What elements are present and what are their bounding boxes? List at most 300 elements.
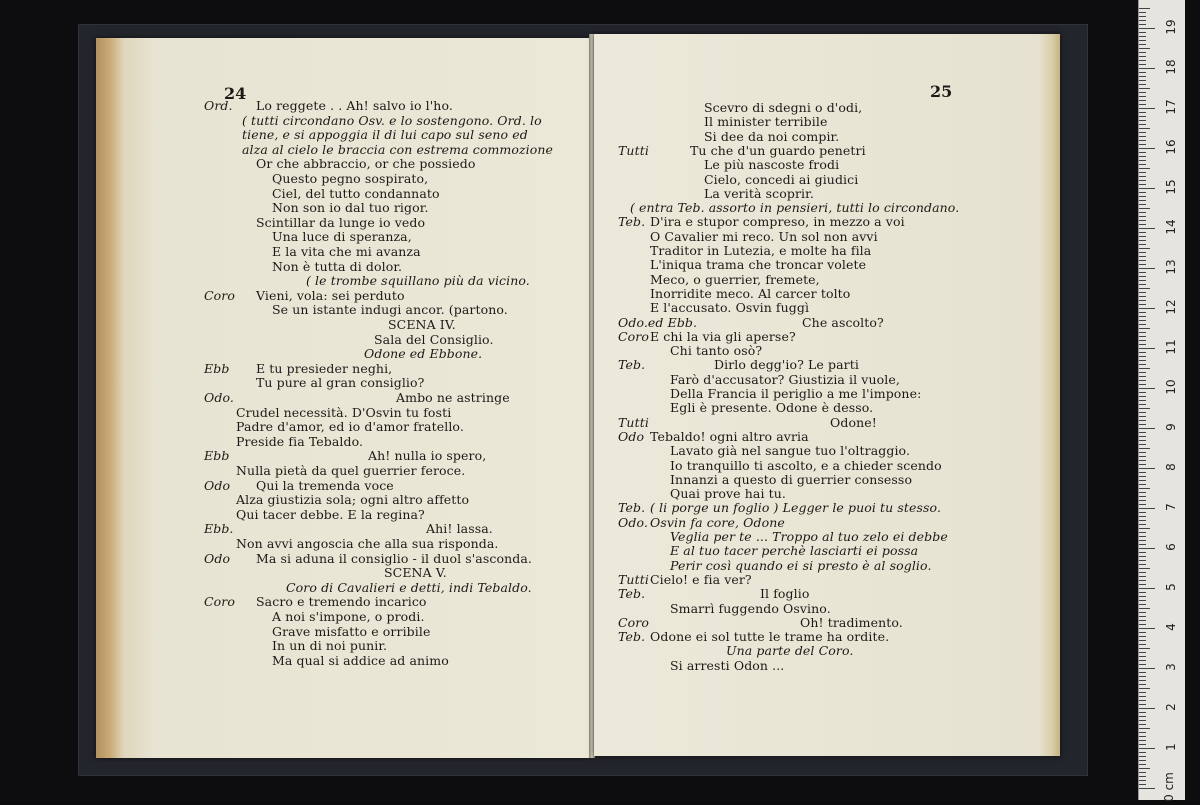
text-line xyxy=(618,543,918,558)
ruler-tick xyxy=(1139,748,1155,749)
ruler-tick xyxy=(1139,660,1146,661)
ruler-tick xyxy=(1139,632,1146,633)
ruler-tick xyxy=(1139,508,1155,509)
ruler-tick xyxy=(1139,612,1146,613)
ruler-tick xyxy=(1139,532,1146,533)
speaker-label: Coro xyxy=(204,594,235,610)
verse-text: ( li porge un foglio ) Legger le puoi tu stesso. xyxy=(650,500,942,516)
ruler-tick xyxy=(1139,272,1146,273)
text-line xyxy=(204,361,392,376)
ruler-label: 8 xyxy=(1164,463,1178,471)
ruler-tick xyxy=(1139,588,1155,589)
ruler-tick xyxy=(1139,112,1146,113)
ruler-tick xyxy=(1139,524,1146,525)
ruler-tick xyxy=(1139,324,1146,325)
ruler-tick xyxy=(1139,604,1146,605)
ruler-tick xyxy=(1139,60,1146,61)
ruler-tick xyxy=(1139,716,1146,717)
verse-text: Oh! tradimento. xyxy=(800,614,903,630)
text-line xyxy=(204,492,469,507)
text-line xyxy=(204,200,429,215)
ruler-tick xyxy=(1139,456,1146,457)
verse-text: Ma qual si addice ad animo xyxy=(272,652,449,668)
measuring-ruler xyxy=(1138,0,1185,800)
ruler-tick xyxy=(1139,184,1146,185)
text-line xyxy=(618,472,912,487)
text-line xyxy=(204,463,465,478)
verse-text: La verità scoprir. xyxy=(704,185,814,201)
ruler-tick xyxy=(1139,44,1146,45)
text-line xyxy=(204,171,428,186)
ruler-tick xyxy=(1139,616,1146,617)
ruler-label: 0 cm xyxy=(1162,772,1176,802)
ruler-tick xyxy=(1139,528,1150,529)
ruler-tick xyxy=(1139,576,1146,577)
ruler-tick xyxy=(1139,428,1155,429)
verse-text: Ma si aduna il consiglio - il duol s'asconda. xyxy=(256,550,532,566)
speaker-label: Tutti xyxy=(618,571,649,587)
ruler-tick xyxy=(1139,776,1146,777)
ruler-tick xyxy=(1139,432,1146,433)
ruler-tick xyxy=(1139,348,1155,349)
verse-text: Osvin fa core, Odone xyxy=(650,514,785,530)
ruler-tick xyxy=(1139,260,1146,261)
ruler-tick xyxy=(1139,464,1146,465)
text-line xyxy=(618,257,866,272)
text-line xyxy=(204,127,528,142)
ruler-tick xyxy=(1139,224,1146,225)
verse-text: Innanzi a questo di guerrier consesso xyxy=(670,471,913,487)
verse-text: Odone ed Ebbone. xyxy=(364,346,483,362)
text-line xyxy=(204,332,494,347)
verse-text: Meco, o guerrier, fremete, xyxy=(650,271,820,287)
verse-text: Dirlo degg'io? Le parti xyxy=(714,357,859,373)
verse-text: E chi la via gli aperse? xyxy=(650,328,796,344)
verse-text: Odone! xyxy=(830,414,877,430)
ruler-tick xyxy=(1139,628,1155,629)
ruler-tick xyxy=(1139,692,1146,693)
text-line xyxy=(204,156,475,171)
ruler-tick xyxy=(1139,52,1146,53)
verse-text: O Cavalier mi reco. Un sol non avvi xyxy=(650,228,878,244)
text-line xyxy=(204,653,449,668)
ruler-tick xyxy=(1139,332,1146,333)
text-line xyxy=(204,113,542,128)
verse-text: Chi tanto osò? xyxy=(670,343,763,359)
ruler-tick xyxy=(1139,20,1146,21)
ruler-tick xyxy=(1139,200,1146,201)
ruler-tick xyxy=(1139,404,1146,405)
text-line xyxy=(204,609,425,624)
ruler-tick xyxy=(1139,276,1146,277)
ruler-tick xyxy=(1139,208,1150,209)
ruler-tick xyxy=(1139,636,1146,637)
ruler-tick xyxy=(1139,408,1150,409)
ruler-tick xyxy=(1139,640,1146,641)
text-line xyxy=(204,551,532,566)
verse-text: tiene, e si appoggia il di lui capo sul seno ed xyxy=(242,127,528,143)
ruler-tick xyxy=(1139,244,1146,245)
ruler-tick xyxy=(1139,500,1146,501)
text-line xyxy=(618,343,762,358)
text-line xyxy=(204,624,430,639)
ruler-tick xyxy=(1139,356,1146,357)
verse-text: Odone ei sol tutte le trame ha ordite. xyxy=(650,629,890,645)
ruler-tick xyxy=(1139,448,1150,449)
ruler-tick xyxy=(1139,736,1146,737)
verse-text: Grave misfatto e orribile xyxy=(272,623,431,639)
verse-text: Alza giustizia sola; ogni altro affetto xyxy=(236,492,470,508)
speaker-label: Teb. xyxy=(618,357,646,373)
ruler-tick xyxy=(1139,760,1146,761)
text-line xyxy=(618,558,932,573)
ruler-tick xyxy=(1139,740,1146,741)
verse-text: Farò d'accusator? Giustizia il vuole, xyxy=(670,371,900,387)
text-line xyxy=(618,357,859,372)
text-line xyxy=(204,317,456,332)
text-line xyxy=(618,386,921,401)
ruler-tick xyxy=(1139,780,1146,781)
verse-text: Il minister terribile xyxy=(704,114,828,130)
verse-text: Quai prove hai tu. xyxy=(670,486,786,502)
verse-text: Ambo ne astringe xyxy=(396,390,510,405)
speaker-label: Teb. xyxy=(618,586,646,602)
ruler-tick xyxy=(1139,320,1146,321)
text-line xyxy=(618,500,941,515)
ruler-tick xyxy=(1139,620,1146,621)
left-page xyxy=(96,38,590,758)
ruler-label: 5 xyxy=(1164,583,1178,591)
ruler-tick xyxy=(1139,608,1150,609)
text-line xyxy=(618,515,785,530)
ruler-tick xyxy=(1139,540,1146,541)
text-line xyxy=(204,215,425,230)
ruler-tick xyxy=(1139,36,1146,37)
text-line xyxy=(618,572,752,587)
speaker-label: Tutti xyxy=(618,142,649,158)
ruler-tick xyxy=(1139,704,1146,705)
verse-text: E al tuo tacer perchè lasciarti ei possa xyxy=(670,543,919,559)
ruler-tick xyxy=(1139,12,1146,13)
ruler-tick xyxy=(1139,424,1146,425)
text-line xyxy=(618,372,900,387)
ruler-label: 10 xyxy=(1164,379,1178,395)
ruler-tick xyxy=(1139,176,1146,177)
text-line xyxy=(204,478,394,493)
speaker-label: Ebb xyxy=(204,360,230,376)
ruler-tick xyxy=(1139,400,1146,401)
ruler-tick xyxy=(1139,652,1146,653)
ruler-tick xyxy=(1139,420,1146,421)
text-line xyxy=(618,458,942,473)
ruler-tick xyxy=(1139,512,1146,513)
verse-text: E tu presieder neghi, xyxy=(256,360,393,376)
ruler-tick xyxy=(1139,696,1146,697)
ruler-tick xyxy=(1139,196,1146,197)
ruler-tick xyxy=(1139,216,1146,217)
ruler-tick xyxy=(1139,544,1146,545)
ruler-tick xyxy=(1139,648,1150,649)
speaker-label: Ord. xyxy=(204,98,233,113)
text-line xyxy=(204,375,424,390)
ruler-tick xyxy=(1139,680,1146,681)
ruler-tick xyxy=(1139,172,1146,173)
text-line xyxy=(204,259,402,274)
ruler-tick xyxy=(1139,572,1146,573)
ruler-tick xyxy=(1139,656,1146,657)
ruler-label: 16 xyxy=(1164,139,1178,155)
text-line xyxy=(204,288,405,303)
ruler-tick xyxy=(1139,168,1150,169)
verse-text: D'ira e stupor compreso, in mezzo a voi xyxy=(650,214,905,230)
speaker-label: Teb. xyxy=(618,629,646,645)
verse-text: Scevro di sdegni o d'odi, xyxy=(704,100,863,115)
ruler-tick xyxy=(1139,496,1146,497)
verse-text: ( le trombe squillano più da vicino. xyxy=(306,273,530,289)
verse-text: E l'accusato. Osvin fuggì xyxy=(650,300,810,316)
verse-text: Non son io dal tuo rigor. xyxy=(272,200,429,216)
ruler-tick xyxy=(1139,440,1146,441)
ruler-tick xyxy=(1139,248,1150,249)
ruler-tick xyxy=(1139,728,1150,729)
ruler-tick xyxy=(1139,472,1146,473)
ruler-tick xyxy=(1139,100,1146,101)
ruler-tick xyxy=(1139,136,1146,137)
verse-text: Tebaldo! ogni altro avria xyxy=(650,428,809,444)
text-line xyxy=(204,229,412,244)
ruler-tick xyxy=(1139,560,1146,561)
ruler-tick xyxy=(1139,140,1146,141)
text-line xyxy=(618,157,839,172)
verse-text: In un di noi punir. xyxy=(272,638,388,654)
text-line xyxy=(204,390,510,405)
ruler-tick xyxy=(1139,120,1146,121)
speaker-label: Ebb. xyxy=(204,521,234,537)
ruler-tick xyxy=(1139,672,1146,673)
verse-text: Crudel necessità. D'Osvin tu fosti xyxy=(236,404,452,420)
verse-text: Traditor in Lutezia, e molte ha fila xyxy=(650,243,872,258)
ruler-tick xyxy=(1139,744,1146,745)
ruler-tick xyxy=(1139,436,1146,437)
ruler-label: 11 xyxy=(1164,339,1178,355)
ruler-tick xyxy=(1139,772,1146,773)
verse-text: Che ascolto? xyxy=(802,314,884,330)
ruler-tick xyxy=(1139,488,1150,489)
verse-text: Il foglio xyxy=(760,586,810,602)
ruler-tick xyxy=(1139,452,1146,453)
ruler-label: 1 xyxy=(1164,743,1178,751)
text-line xyxy=(618,601,831,616)
text-line xyxy=(204,98,453,113)
text-line xyxy=(618,200,959,215)
ruler-tick xyxy=(1139,468,1155,469)
verse-text: Qui la tremenda voce xyxy=(256,477,394,493)
ruler-tick xyxy=(1139,580,1146,581)
ruler-tick xyxy=(1139,252,1146,253)
verse-text: Smarrì fuggendo Osvino. xyxy=(670,600,831,616)
ruler-tick xyxy=(1139,92,1146,93)
speaker-label: Odo xyxy=(618,428,645,444)
verse-text: Ah! nulla io spero, xyxy=(368,448,487,464)
ruler-label: 13 xyxy=(1164,259,1178,275)
ruler-tick xyxy=(1139,568,1150,569)
ruler-tick xyxy=(1139,156,1146,157)
ruler-label: 15 xyxy=(1164,179,1178,195)
ruler-tick xyxy=(1139,68,1155,69)
verse-text: E la vita che mi avanza xyxy=(272,244,421,259)
ruler-tick xyxy=(1139,644,1146,645)
verse-text: ( entra Teb. assorto in pensieri, tutti lo circondano. xyxy=(630,200,960,216)
text-line xyxy=(204,638,387,653)
text-line xyxy=(618,272,820,287)
verse-text: Ciel, del tutto condannato xyxy=(272,185,440,201)
verse-text: Nulla pietà da quel guerrier feroce. xyxy=(236,463,466,478)
ruler-tick xyxy=(1139,144,1146,145)
ruler-tick xyxy=(1139,132,1146,133)
ruler-tick xyxy=(1139,284,1146,285)
ruler-tick xyxy=(1139,504,1146,505)
text-line xyxy=(618,114,827,129)
verse-text: Preside fia Tebaldo. xyxy=(236,433,364,449)
text-line xyxy=(618,229,878,244)
ruler-tick xyxy=(1139,160,1146,161)
ruler-label: 14 xyxy=(1164,219,1178,235)
speaker-label: Tutti xyxy=(618,414,649,430)
ruler-tick xyxy=(1139,48,1150,49)
ruler-tick xyxy=(1139,412,1146,413)
text-line xyxy=(618,243,871,258)
verse-text: Le più nascoste frodi xyxy=(704,157,840,173)
ruler-tick xyxy=(1139,268,1155,269)
verse-text: Sacro e tremendo incarico xyxy=(256,594,427,610)
ruler-tick xyxy=(1139,88,1150,89)
ruler-tick xyxy=(1139,228,1155,229)
text-line xyxy=(618,429,809,444)
ruler-tick xyxy=(1139,600,1146,601)
verse-text: Padre d'amor, ed io d'amor fratello. xyxy=(236,419,464,435)
text-line xyxy=(204,565,447,580)
ruler-tick xyxy=(1139,288,1150,289)
verse-text: A noi s'impone, o prodi. xyxy=(272,609,425,624)
ruler-tick xyxy=(1139,24,1146,25)
verse-text: Cielo! e fia ver? xyxy=(650,571,752,587)
ruler-tick xyxy=(1139,664,1146,665)
ruler-tick xyxy=(1139,416,1146,417)
ruler-tick xyxy=(1139,204,1146,205)
ruler-tick xyxy=(1139,368,1150,369)
ruler-tick xyxy=(1139,720,1146,721)
left-page-number: 24 xyxy=(224,84,247,103)
verse-text: L'iniqua trama che troncar volete xyxy=(650,257,867,273)
ruler-label: 3 xyxy=(1164,663,1178,671)
ruler-tick xyxy=(1139,756,1146,757)
ruler-tick xyxy=(1139,732,1146,733)
ruler-tick xyxy=(1139,76,1146,77)
verse-text: Tu che d'un guardo penetri xyxy=(690,142,866,158)
ruler-tick xyxy=(1139,28,1155,29)
ruler-tick xyxy=(1139,396,1146,397)
ruler-tick xyxy=(1139,64,1146,65)
verse-text: Ahi! lassa. xyxy=(426,521,493,537)
ruler-label: 9 xyxy=(1164,423,1178,431)
verse-text: Questo pegno sospirato, xyxy=(272,171,429,186)
text-line xyxy=(618,615,903,630)
verse-text: Una parte del Coro. xyxy=(726,643,854,659)
text-line xyxy=(204,142,553,157)
verse-text: Qui tacer debbe. E la regina? xyxy=(236,506,425,522)
verse-text: Lo reggete . . Ah! salvo io l'ho. xyxy=(256,98,453,113)
verse-text: Non è tutta di dolor. xyxy=(272,258,403,274)
ruler-tick xyxy=(1139,364,1146,365)
verse-text: Non avvi angoscia che alla sua risponda. xyxy=(236,536,499,551)
ruler-tick xyxy=(1139,536,1146,537)
ruler-tick xyxy=(1139,388,1155,389)
text-line xyxy=(204,448,486,463)
text-line xyxy=(618,300,809,315)
ruler-tick xyxy=(1139,128,1150,129)
ruler-tick xyxy=(1139,220,1146,221)
verse-text: Coro di Cavalieri e detti, indi Tebaldo. xyxy=(286,579,532,595)
text-line xyxy=(204,419,464,434)
ruler-tick xyxy=(1139,152,1146,153)
text-line xyxy=(204,302,508,317)
ruler-tick xyxy=(1139,460,1146,461)
ruler-tick xyxy=(1139,668,1155,669)
ruler-tick xyxy=(1139,292,1146,293)
text-line xyxy=(204,434,363,449)
ruler-tick xyxy=(1139,8,1150,9)
ruler-tick xyxy=(1139,476,1146,477)
ruler-label: 17 xyxy=(1164,99,1178,115)
verse-text: Tu pure al gran consiglio? xyxy=(256,375,425,391)
ruler-tick xyxy=(1139,384,1146,385)
text-line xyxy=(618,129,839,144)
verse-text: Sala del Consiglio. xyxy=(374,331,494,347)
text-line xyxy=(618,415,877,430)
verse-text: Lavato già nel sangue tuo l'oltraggio. xyxy=(670,443,911,459)
ruler-tick xyxy=(1139,624,1146,625)
ruler-tick xyxy=(1139,304,1146,305)
speaker-label: Odo. xyxy=(618,514,648,530)
text-line xyxy=(204,536,498,551)
ruler-tick xyxy=(1139,32,1146,33)
ruler-tick xyxy=(1139,556,1146,557)
text-line xyxy=(204,244,421,259)
ruler-tick xyxy=(1139,256,1146,257)
ruler-tick xyxy=(1139,764,1146,765)
ruler-tick xyxy=(1139,548,1155,549)
ruler-tick xyxy=(1139,352,1146,353)
ruler-tick xyxy=(1139,712,1146,713)
ruler-tick xyxy=(1139,592,1146,593)
ruler-tick xyxy=(1139,708,1155,709)
text-line xyxy=(204,594,427,609)
ruler-tick xyxy=(1139,336,1146,337)
verse-text: Egli è presente. Odone è desso. xyxy=(670,400,874,416)
ruler-tick xyxy=(1139,104,1146,105)
ruler-tick xyxy=(1139,312,1146,313)
text-line xyxy=(618,629,889,644)
ruler-tick xyxy=(1139,392,1146,393)
verse-text: Scintillar da lunge io vedo xyxy=(256,214,426,230)
ruler-tick xyxy=(1139,688,1150,689)
ruler-tick xyxy=(1139,700,1146,701)
verse-text: alza al cielo le braccia con estrema commozione xyxy=(242,141,554,157)
text-line xyxy=(618,443,910,458)
verse-text: Si dee da noi compir. xyxy=(704,128,840,144)
ruler-tick xyxy=(1139,328,1150,329)
ruler-tick xyxy=(1139,308,1155,309)
